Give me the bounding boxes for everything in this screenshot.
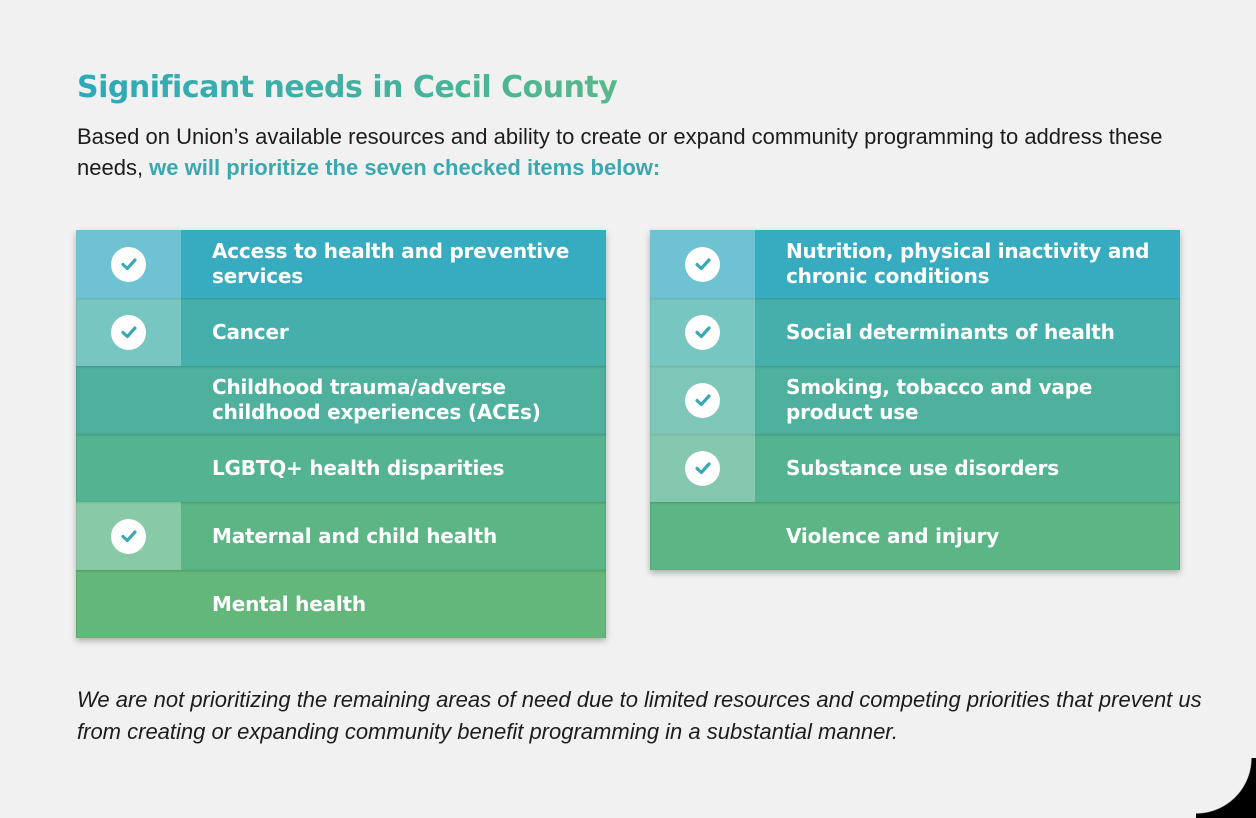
right-needs-list: [650, 230, 1180, 570]
need-label: Cancer: [212, 319, 289, 344]
need-row: [76, 570, 606, 638]
check-cell: [650, 366, 755, 434]
need-label: Access to health and preventive services: [212, 239, 570, 288]
page-corner-decoration: [1196, 758, 1256, 818]
need-label: Smoking, tobacco and vape product use: [786, 375, 1093, 424]
intro-text: Based on Union’s available resources and ability to create or expand community programming to address these needs,: [77, 124, 1163, 180]
check-cell: [76, 434, 181, 502]
need-label: Mental health: [212, 591, 366, 616]
check-circle-icon: [111, 519, 146, 554]
check-cell: [650, 230, 755, 298]
need-row: [650, 366, 1180, 434]
need-label: Nutrition, physical inactivity and chronic conditions: [786, 239, 1150, 288]
page-title: Significant needs in Cecil County: [77, 70, 618, 105]
intro-highlight: we will prioritize the seven checked items below:: [149, 155, 661, 180]
check-cell: [76, 298, 181, 366]
need-row: [650, 434, 1180, 502]
need-row: [650, 502, 1180, 570]
need-row: [650, 298, 1180, 366]
check-circle-icon: [685, 383, 720, 418]
intro-paragraph: [77, 121, 1187, 183]
left-needs-list: [76, 230, 606, 638]
check-circle-icon: [685, 451, 720, 486]
need-label: LGBTQ+ health disparities: [212, 455, 505, 480]
need-label: Childhood trauma/adverse childhood experiences (ACEs): [212, 375, 541, 424]
check-cell: [76, 570, 181, 638]
need-row: [76, 366, 606, 434]
need-label: Violence and injury: [786, 523, 1000, 548]
need-row: [76, 434, 606, 502]
need-label: Maternal and child health: [212, 523, 497, 548]
check-cell: [76, 366, 181, 434]
check-cell: [650, 502, 755, 570]
need-row: [76, 298, 606, 366]
check-circle-icon: [685, 247, 720, 282]
need-label: Social determinants of health: [786, 319, 1115, 344]
check-circle-icon: [111, 315, 146, 350]
check-cell: [76, 502, 181, 570]
need-row: [650, 230, 1180, 298]
footnote: We are not prioritizing the remaining areas of need due to limited resources and competing priorities that prevent us from creating or expanding community benefit programming in a substantial manner.: [77, 687, 1202, 744]
need-row: [76, 502, 606, 570]
check-circle-icon: [111, 247, 146, 282]
check-cell: [650, 298, 755, 366]
check-circle-icon: [685, 315, 720, 350]
need-row: [76, 230, 606, 298]
check-cell: [76, 230, 181, 298]
need-label: Substance use disorders: [786, 455, 1059, 480]
check-cell: [650, 434, 755, 502]
